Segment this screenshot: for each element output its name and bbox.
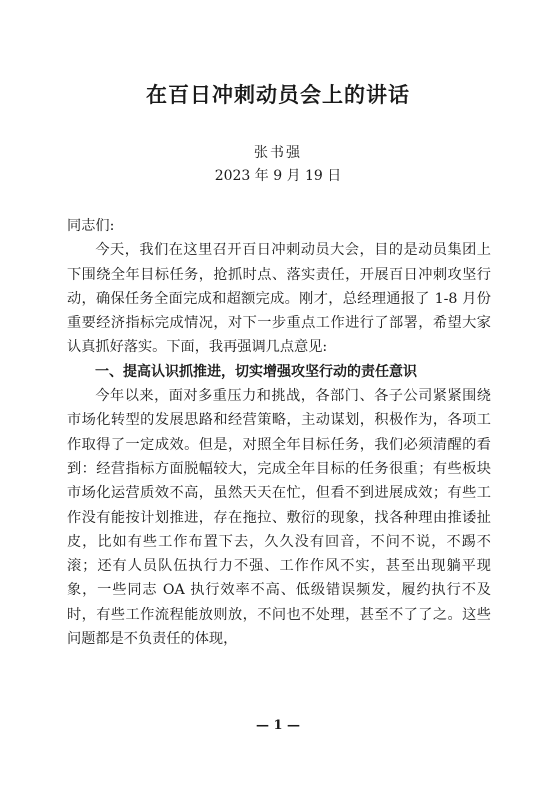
salutation: 同志们: (67, 218, 115, 234)
paragraph-section-1: 今年以来，面对多重压力和挑战，各部门、各子公司紧紧围绕市场化转型的发展思路和经营策略，主动谋划，积极作为，各项工作取得了一定成效。但是，对照全年目标任务，我们必须清醒的看到：经营指标方面脱幅较大，完成全年目标的任务很重；有些板块市场化运营质效不高，虽然天天在忙，但看不到进展成效；有些工作没有能按计划推进，存在拖拉、敷衍的现象，找各种理由推诿扯皮，比如有些工作布置下去，久久没有回音，不问不说，不踢不滚；还有人员队伍执行力不强、工作作风不实，甚至出现躺平现象，一些同志 OA 执行效率不高、低级错误频发，履约执行不及时，有些工作流程能放则放，不问也不处理，甚至不了了之。这些问题都是不负责任的体现， (67, 388, 491, 648)
page-number: — 1 — (255, 718, 301, 733)
author-name: 张书强 (254, 145, 302, 161)
speech-date: 2023 年 9 月 19 日 (214, 168, 342, 184)
section-heading-1: 一、提高认识抓推进，切实增强攻坚行动的责任意识 (95, 363, 417, 380)
document-body (67, 214, 491, 651)
document-title: 在百日冲刺动员会上的讲话 (146, 82, 410, 107)
paragraph-intro: 今天，我们在这里召开百日冲刺动员大会，目的是动员集团上下围绕全年目标任务，抢抓时点、落实责任，开展百日冲刺攻坚行动，确保任务全面完成和超额完成。刚才，总经理通报了 1-8 月份重要经济指标完成情况，对下一步重点工作进行了部署，希望大家认真抓好落实。下面，我再强调几点意见: (67, 242, 491, 356)
